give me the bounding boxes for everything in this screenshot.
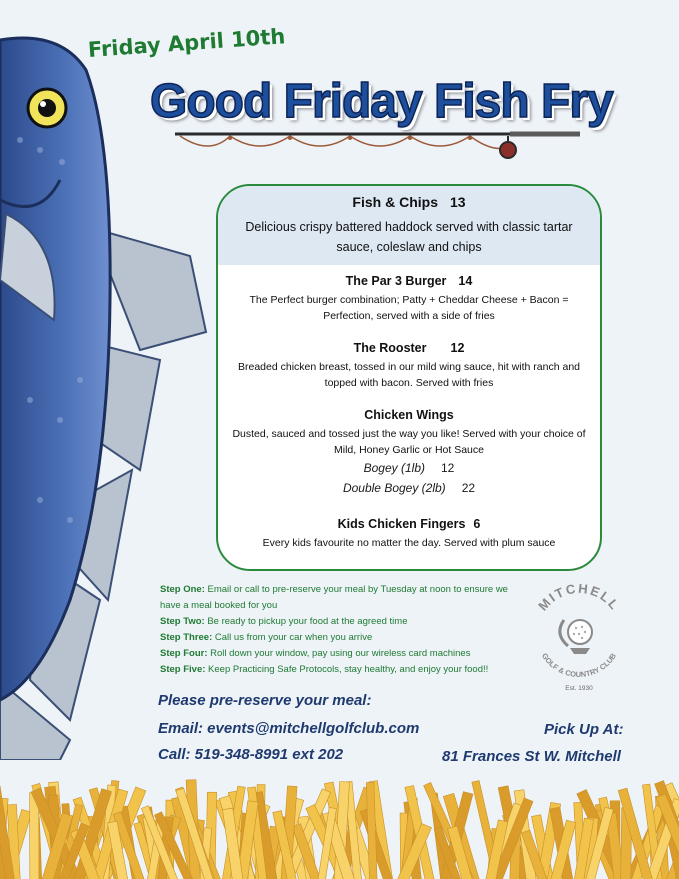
menu-item xyxy=(218,408,600,498)
contact-email[interactable]: Email: events@mitchellgolfclub.com xyxy=(158,720,420,737)
menu-item-description: The Perfect burger combination; Patty + Cheddar Cheese + Bacon = Perfection, served with a side of fries xyxy=(249,294,569,322)
menu-item-name: Kids Chicken Fingers xyxy=(337,517,466,531)
menu-option-price: 22 xyxy=(461,481,476,495)
step-text: Keep Practicing Safe Protocols, stay healthy, and enjoy your food!! xyxy=(208,664,489,675)
menu-option-label: Double Bogey (2lb) xyxy=(342,481,446,495)
step-text: Email or call to pre-reserve your meal by Tuesday at noon to ensure we have a meal booked for you xyxy=(160,584,508,611)
page-title: Good Friday Fish Fry xyxy=(150,75,613,128)
event-date: Friday April 10th xyxy=(87,24,287,62)
menu-item-name: Chicken Wings xyxy=(364,408,454,422)
reserve-heading: Please pre-reserve your meal: xyxy=(158,692,372,709)
step-item xyxy=(160,662,520,678)
step-item xyxy=(160,646,520,662)
menu-option xyxy=(232,458,586,478)
menu-option-label: Bogey (1lb) xyxy=(363,461,425,475)
menu-item-name: The Par 3 Burger xyxy=(345,274,447,288)
menu-item-description: Breaded chicken breast, tossed in our mild wing sauce, hit with ranch and topped with bacon. Served with fries xyxy=(237,361,581,389)
golf-ball-icon xyxy=(560,620,592,654)
fishing-rod-illustration xyxy=(170,126,590,176)
step-text: Call us from your car when you arrive xyxy=(214,632,373,643)
step-text: Roll down your window, pay using our wireless card machines xyxy=(210,648,471,659)
menu-item xyxy=(218,517,600,551)
step-text: Be ready to pickup your food at the agreed time xyxy=(207,616,408,627)
menu-item-price: 12 xyxy=(450,341,465,355)
menu-item-price: 14 xyxy=(458,274,473,288)
contact-phone[interactable]: Call: 519-348-8991 ext 202 xyxy=(158,746,344,763)
fries-illustration xyxy=(0,770,679,879)
menu-item-featured xyxy=(218,186,600,265)
menu-item-description: Delicious crispy battered haddock served with classic tartar sauce, coleslaw and chips xyxy=(245,220,573,254)
pickup-steps xyxy=(160,582,520,678)
menu-option-price: 12 xyxy=(441,461,455,475)
pickup-address: 81 Frances St W. Mitchell xyxy=(442,748,621,765)
pickup-heading: Pick Up At: xyxy=(544,721,624,738)
menu-item-description: Every kids favourite no matter the day. Served with plum sauce xyxy=(262,537,556,549)
menu-item-name: Fish & Chips xyxy=(352,194,438,210)
step-label: Step Four: xyxy=(160,648,208,659)
logo-subtitle: GOLF & COUNTRY CLUB xyxy=(539,651,619,680)
menu-box xyxy=(216,184,602,571)
step-label: Step Five: xyxy=(160,664,206,675)
reel-icon xyxy=(500,142,516,158)
menu-item-name: The Rooster xyxy=(353,341,427,355)
step-label: Step Two: xyxy=(160,616,205,627)
menu-item-description: Dusted, sauced and tossed just the way you like! Served with your choice of Mild, Honey Garlic or Hot Sauce xyxy=(232,428,586,456)
menu-item xyxy=(218,274,600,324)
menu-item-price: 13 xyxy=(449,194,466,210)
step-item xyxy=(160,614,520,630)
step-item xyxy=(160,630,520,646)
club-logo xyxy=(524,582,634,694)
logo-name: MITCHELL xyxy=(535,582,623,614)
step-label: Step Three: xyxy=(160,632,213,643)
menu-item xyxy=(218,341,600,391)
step-item xyxy=(160,582,520,614)
menu-item-price: 6 xyxy=(473,517,481,531)
step-label: Step One: xyxy=(160,584,205,595)
logo-established: Est. 1930 xyxy=(565,685,593,692)
menu-option xyxy=(232,478,586,498)
